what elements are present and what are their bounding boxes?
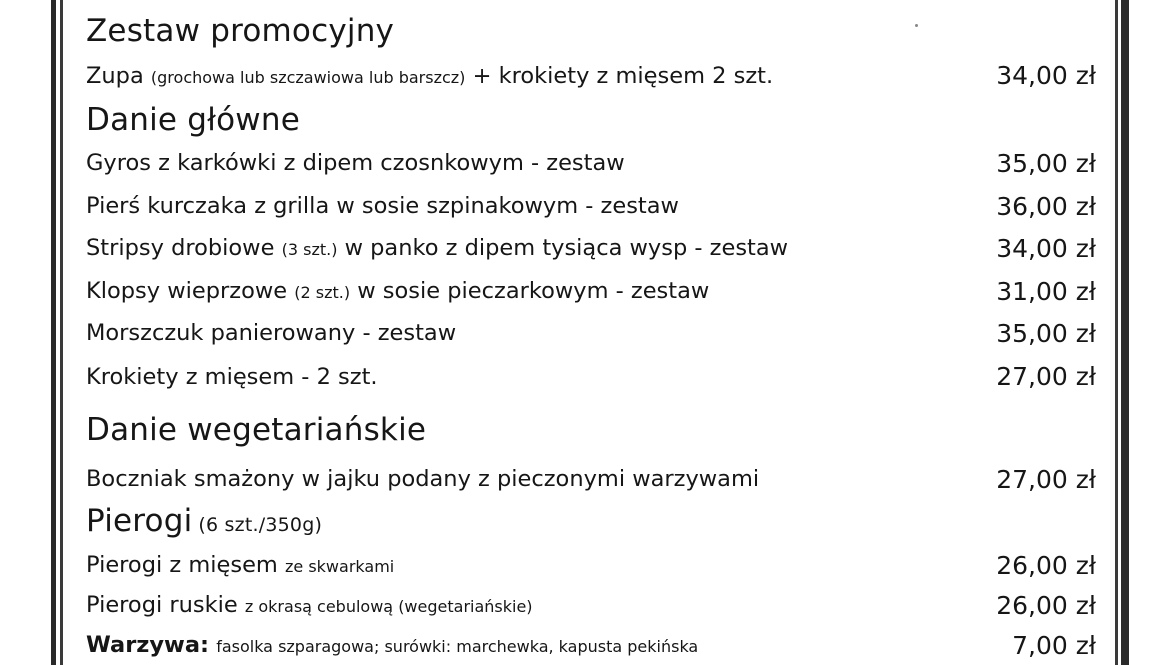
heading-note: (6 szt./350g) [198, 514, 323, 536]
item-price: 27,00 zł [996, 465, 1096, 494]
menu-item-pierogi-ruskie [86, 594, 533, 617]
menu-item-klopsy [86, 280, 709, 303]
item-name: Pierś kurczaka z grilla w sosie szpinakowym - zestaw [86, 193, 679, 219]
item-name-after: + krokiety z mięsem 2 szt. [472, 63, 774, 89]
item-name: Krokiety z mięsem - 2 szt. [86, 364, 378, 390]
item-note: fasolka szparagowa; surówki: marchewka, kapusta pekińska [216, 637, 699, 656]
section-heading-main: Danie główne [86, 102, 300, 138]
item-name: Zupa [86, 63, 144, 89]
menu-item-promo [86, 65, 773, 88]
item-price: 34,00 zł [996, 234, 1096, 263]
item-note: (3 szt.) [281, 240, 338, 259]
item-note: (grochowa lub szczawiowa lub barszcz) [150, 68, 466, 87]
heading-text: Pierogi [86, 503, 193, 539]
item-name: Pierogi z mięsem [86, 552, 278, 578]
menu-item-stripsy [86, 237, 788, 260]
section-heading-pierogi [86, 503, 323, 539]
item-price: 35,00 zł [996, 149, 1096, 178]
item-note: z okrasą cebulową (wegetariańskie) [244, 597, 533, 616]
item-name-after: w panko z dipem tysiąca wysp - zestaw [344, 235, 789, 261]
item-note: (2 szt.) [294, 283, 351, 302]
item-name: Morszczuk panierowany - zestaw [86, 320, 457, 346]
item-name-after: w sosie pieczarkowym - zestaw [357, 278, 710, 304]
item-note: ze skwarkami [285, 557, 395, 576]
item-price: 31,00 zł [996, 277, 1096, 306]
item-price: 34,00 zł [996, 61, 1096, 90]
item-name: Gyros z karkówki z dipem czosnkowym - zestaw [86, 150, 625, 176]
item-price: 26,00 zł [996, 551, 1096, 580]
item-price: 7,00 zł [1012, 631, 1096, 660]
menu-item-warzywa [86, 634, 698, 657]
menu-item-piers [86, 195, 679, 218]
item-price: 36,00 zł [996, 192, 1096, 221]
item-price: 26,00 zł [996, 591, 1096, 620]
section-heading-vegetarian: Danie wegetariańskie [86, 412, 427, 448]
item-name: Warzywa: [86, 632, 210, 658]
item-price: 27,00 zł [996, 362, 1096, 391]
menu-item-boczniak [86, 468, 759, 491]
item-name: Klopsy wieprzowe [86, 278, 288, 304]
menu-item-pierogi-miesem [86, 554, 394, 577]
menu-item-gyros [86, 152, 625, 175]
item-name: Pierogi ruskie [86, 592, 238, 618]
menu-item-morszczuk [86, 322, 456, 345]
section-heading-promo: Zestaw promocyjny [86, 13, 395, 49]
item-price: 35,00 zł [996, 319, 1096, 348]
item-name: Boczniak smażony w jajku podany z pieczonymi warzywami [86, 466, 760, 492]
menu-item-krokiety [86, 366, 378, 389]
item-name: Stripsy drobiowe [86, 235, 275, 261]
